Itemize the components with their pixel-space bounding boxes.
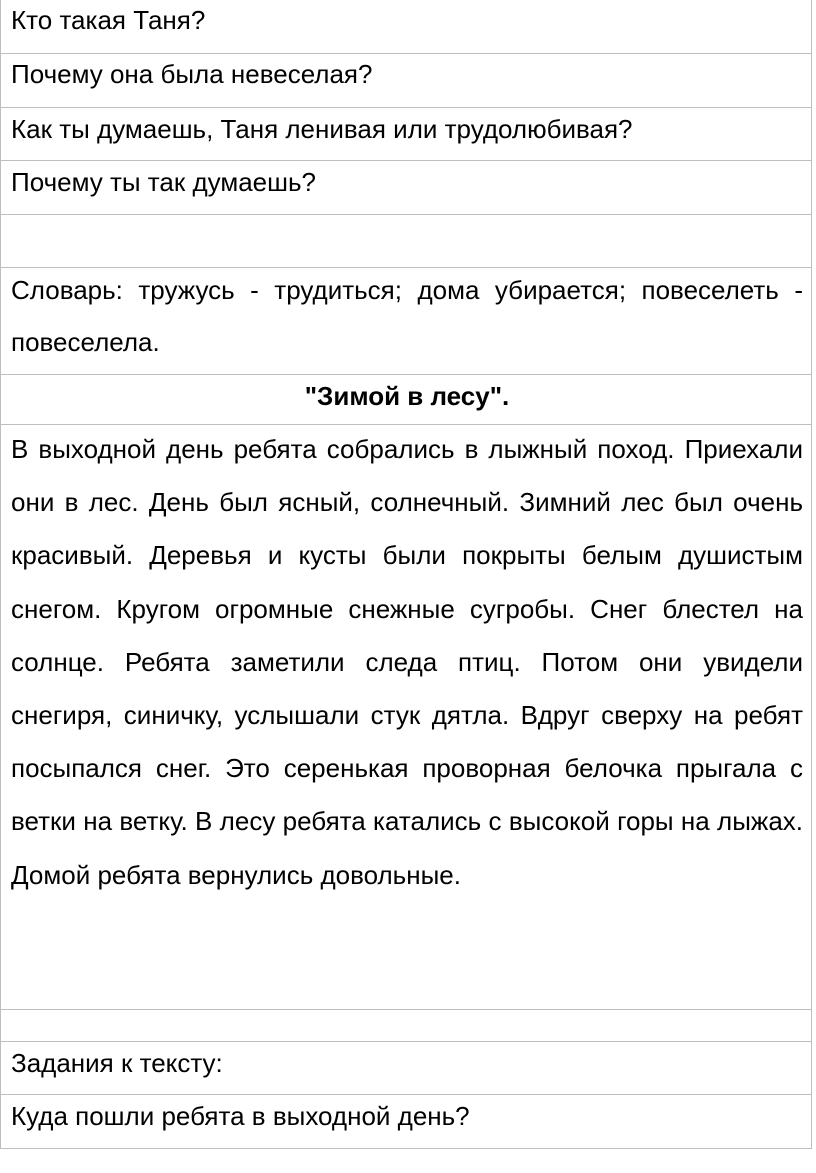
question-row-2 bbox=[0, 54, 812, 108]
question-row-5 bbox=[0, 1095, 812, 1149]
question-text: Почему ты так думаешь? bbox=[11, 167, 317, 197]
question-text: Кто такая Таня? bbox=[11, 5, 206, 35]
empty-row bbox=[0, 215, 812, 268]
question-row-4 bbox=[0, 161, 812, 215]
question-text: Куда пошли ребята в выходной день? bbox=[11, 1101, 470, 1131]
question-row-3 bbox=[0, 108, 812, 161]
question-text: Как ты думаешь, Таня ленивая или трудолюбивая? bbox=[11, 114, 633, 144]
question-text: Почему она была невеселая? bbox=[11, 59, 373, 89]
vocabulary-row bbox=[0, 268, 812, 375]
story-text: В выходной день ребята собрались в лыжный поход. Приехали они в лес. День был ясный, солнечный. Зимний лес был очень красивый. Деревья и кусты были покрыты белым душистым снегом. Кругом огромные снежные сугробы. Снег блестел на солнце. Ребята заметили следа птиц. Потом они увидели снегиря, синичку, услышали стук дятла. Вдруг сверху на ребят посыпался снег. Это серенькая проворная белочка прыгала с ветки на ветку. В лесу ребята катались с высокой горы на лыжах. Домой ребята вернулись довольные. bbox=[11, 434, 803, 890]
story-row bbox=[0, 425, 812, 1010]
question-row-1 bbox=[0, 0, 812, 54]
tasks-heading: Задания к тексту: bbox=[11, 1048, 223, 1078]
tasks-heading-row bbox=[0, 1042, 812, 1095]
vocabulary-text: Словарь: тружусь - трудиться; дома убирается; повеселеть - повеселела. bbox=[11, 275, 803, 357]
empty-row bbox=[0, 1010, 812, 1042]
story-title: "Зимой в лесу". bbox=[304, 381, 510, 411]
story-title-row bbox=[0, 375, 812, 425]
